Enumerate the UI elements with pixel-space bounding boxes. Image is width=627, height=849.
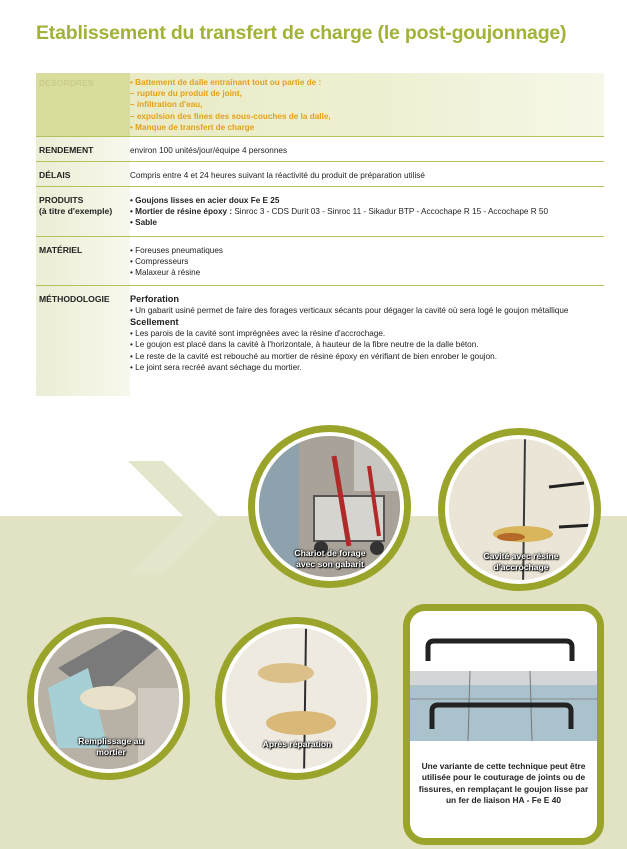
- variante-caption: Une variante de cette technique peut être utilisée pour le couturage de joints ou de fissures, en remplaçant le goujon lisse par un fer de liaison HA - Fe E 40: [418, 761, 589, 806]
- label-methodologie: MÉTHODOLOGIE: [36, 286, 130, 396]
- label-produits: [36, 187, 130, 236]
- label-rendement: RENDEMENT: [36, 137, 130, 161]
- scellement-item: • Le reste de la cavité est rebouché au mortier de résine époxy en vérifiant de bien enrober le goujon.: [130, 351, 497, 361]
- arrow-right-icon: [128, 461, 238, 576]
- row-rendement: [36, 137, 604, 162]
- value-delais: Compris entre 4 et 24 heures suivant la réactivité du produit de préparation utilisé: [130, 171, 425, 181]
- desordres-line: – infiltration d'eau,: [130, 100, 203, 110]
- produit-sable: • Sable: [130, 218, 157, 228]
- variante-panel: [403, 604, 604, 845]
- value-rendement: environ 100 unités/jour/équipe 4 personnes: [130, 146, 288, 156]
- info-table: [36, 73, 604, 396]
- row-produits: [36, 187, 604, 237]
- value-desordres: [130, 73, 604, 136]
- scellement-item: • Le joint sera recréé avant séchage du mortier.: [130, 362, 302, 372]
- label-produits-sub: (à titre d'exemple): [39, 206, 113, 217]
- photo-chariot-forage: [248, 425, 411, 588]
- caption-cavite: Cavité avec résine d'accrochage: [483, 551, 559, 572]
- caption-chariot: Chariot de forage avec son gabarit: [294, 548, 366, 569]
- caption-remplissage: Remplissage au mortier: [78, 736, 144, 757]
- row-methodologie: [36, 286, 604, 396]
- caption-apres: Après réparation: [262, 739, 332, 749]
- row-delais: [36, 162, 604, 187]
- label-delais: DÉLAIS: [36, 162, 130, 186]
- scellement-item: • Les parois de la cavité sont imprégnées avec la résine d'accrochage.: [130, 329, 386, 339]
- label-desordres: DÉSORDRES: [36, 73, 130, 136]
- label-produits-main: PRODUITS: [39, 195, 84, 206]
- value-methodologie: [130, 286, 604, 396]
- page-title: Etablissement du transfert de charge (le post-goujonnage): [36, 22, 567, 44]
- variante-illustration: [410, 619, 597, 759]
- materiel-item: • Compresseurs: [130, 257, 189, 267]
- scellement-title: Scellement: [130, 317, 179, 328]
- photo-apres-reparation: [215, 617, 378, 780]
- desordres-line: • Battement de dalle entraînant tout ou partie de :: [130, 78, 322, 87]
- row-materiel: [36, 237, 604, 286]
- value-materiel: [130, 237, 604, 285]
- produit-mortier-list: Sinroc 3 - CDS Durit 03 - Sinroc 11 - Sikadur BTP - Accochape R 15 - Accochape R 50: [234, 207, 549, 217]
- desordres-line: – rupture du produit de joint,: [130, 89, 242, 99]
- label-materiel: MATÉRIEL: [36, 237, 130, 285]
- produit-goujons: • Goujons lisses en acier doux Fe E 25: [130, 196, 280, 206]
- row-desordres: [36, 73, 604, 137]
- photo-remplissage: [27, 617, 190, 780]
- materiel-item: • Foreuses pneumatiques: [130, 246, 223, 256]
- desordres-line: – expulsion des fines des sous-couches de la dalle,: [130, 111, 331, 121]
- photo-cavite: [438, 428, 601, 591]
- perforation-title: Perforation: [130, 294, 180, 305]
- produit-mortier-label: • Mortier de résine époxy :: [130, 207, 235, 217]
- value-produits: [130, 187, 604, 236]
- produit-mortier: [130, 206, 604, 217]
- materiel-item: • Malaxeur à résine: [130, 268, 201, 278]
- scellement-item: • Le goujon est placé dans la cavité à l'horizontale, à hauteur de la fibre neutre de la dalle béton.: [130, 340, 479, 350]
- desordres-line: • Manque de transfert de charge: [130, 122, 255, 132]
- perforation-text: • Un gabarit usiné permet de faire des forages verticaux sécants pour dégager la cavité où sera logé le goujon métallique: [130, 306, 569, 316]
